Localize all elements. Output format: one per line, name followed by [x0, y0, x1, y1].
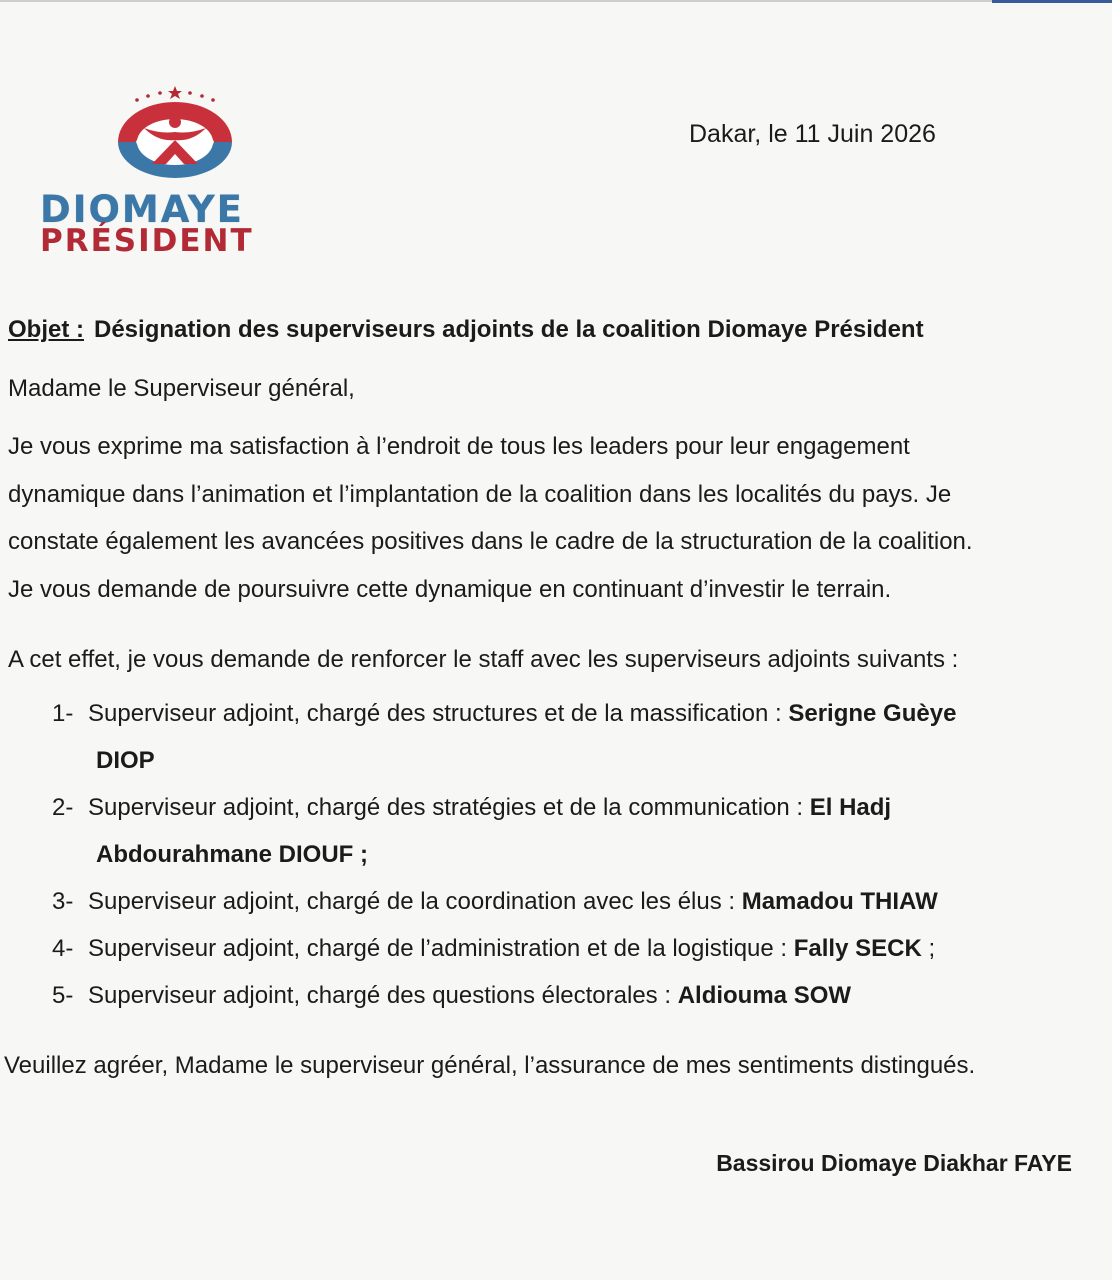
paragraph-line: Je vous exprime ma satisfaction à l’endroit de tous les leaders pour leur engagement [8, 433, 910, 460]
item-role: Superviseur adjoint, chargé des questions électorales : [88, 982, 678, 1009]
item-name-continued: DIOP [96, 747, 155, 774]
item-name: Serigne Guèye [788, 700, 957, 727]
item-name: Aldiouma SOW [677, 982, 852, 1009]
item-number: 5- [52, 982, 74, 1009]
signatory-name: Bassirou Diomaye Diakhar FAYE [716, 1150, 1072, 1176]
item-role: Superviseur adjoint, chargé des stratégies et de la communication : [88, 794, 810, 821]
logo-emblem-icon [110, 84, 240, 184]
item-name: El Hadj [809, 794, 892, 821]
item-role: Superviseur adjoint, chargé de la coordination avec les élus : [88, 888, 742, 915]
top-border [0, 0, 1112, 2]
appointment-item [52, 784, 1086, 878]
item-name: Mamadou THIAW [741, 888, 938, 915]
closing-formula: Veuillez agréer, Madame le superviseur général, l’assurance de mes sentiments distingués. [4, 1052, 976, 1079]
subject-label: Objet : [8, 316, 84, 343]
item-number: 1- [52, 700, 74, 727]
paragraph-line: constate également les avancées positives dans le cadre de la structuration de la coalition. [8, 528, 973, 555]
item-name: Fally SECK [793, 935, 922, 962]
appointments-list [52, 690, 1086, 1019]
appointment-item [52, 972, 1086, 1019]
appointment-item [52, 690, 1086, 784]
paragraph-line: dynamique dans l’animation et l’implantation de la coalition dans les localités du pays. Je [8, 480, 952, 508]
appointment-item [52, 878, 1086, 925]
letter-subject [8, 316, 1098, 344]
appointments-intro: A cet effet, je vous demande de renforcer le staff avec les superviseurs adjoints suivants : [8, 646, 959, 673]
item-role: Superviseur adjoint, chargé des structures et de la massification : [88, 700, 789, 727]
subject-text: Désignation des superviseurs adjoints de la coalition Diomaye Président [94, 316, 924, 343]
letter-date: Dakar, le 11 Juin 2026 [689, 120, 936, 148]
logo-wordmark-top: DIOMAYE [40, 188, 244, 231]
item-number: 2- [52, 794, 74, 821]
coalition-logo [40, 84, 320, 264]
paragraph-line: Je vous demande de poursuivre cette dynamique en continuant d’investir le terrain. [8, 575, 892, 603]
item-suffix: ; [921, 935, 936, 962]
item-number: 4- [52, 935, 74, 962]
item-number: 3- [52, 888, 74, 915]
salutation: Madame le Superviseur général, [8, 375, 355, 402]
item-name-continued: Abdourahmane DIOUF ; [96, 841, 369, 868]
appointment-item [52, 925, 1086, 972]
top-border-accent [992, 0, 1112, 3]
item-role: Superviseur adjoint, chargé de l’administration et de la logistique : [88, 935, 794, 962]
body-paragraph [8, 423, 1080, 613]
logo-wordmark-bottom: PRÉSIDENT [40, 223, 254, 259]
